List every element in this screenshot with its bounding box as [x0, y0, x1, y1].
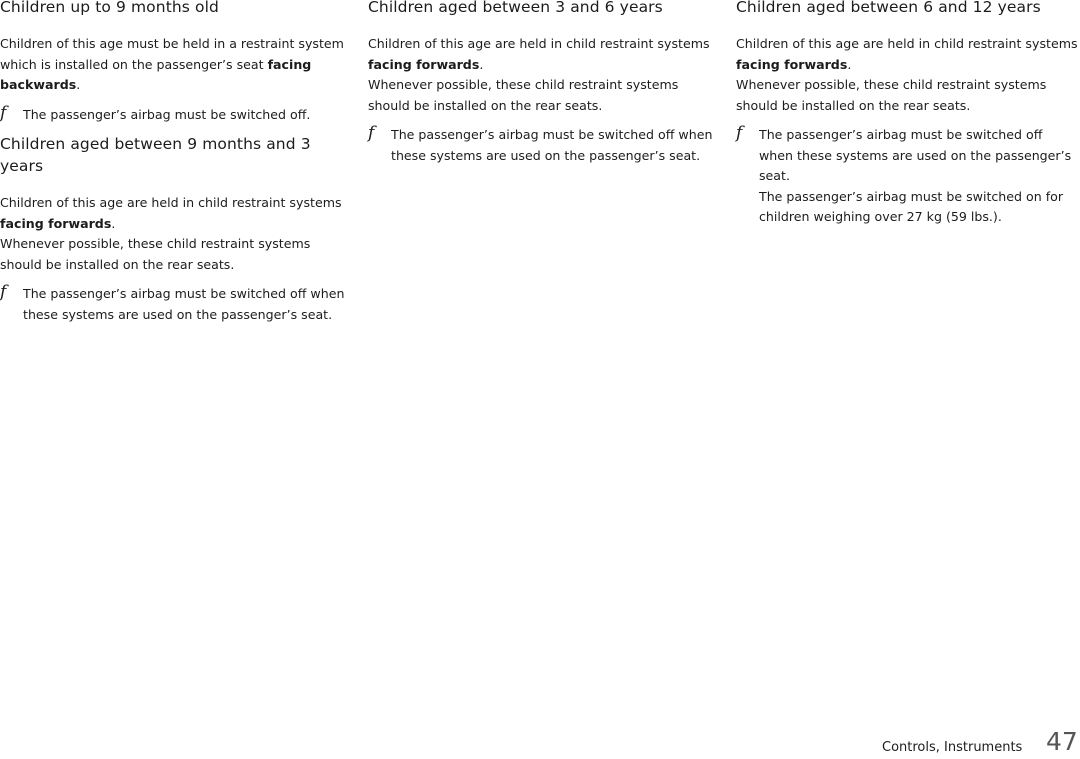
section-heading: Children aged between 9 months and 3 years	[0, 135, 311, 175]
note-text: The passenger’s airbag must be switched off.	[23, 106, 311, 122]
column-2	[368, 0, 713, 166]
body-text-end: .	[76, 77, 81, 92]
body-text: Children of this age are held in child restraint systems	[0, 195, 342, 210]
body-text-extra: Whenever possible, these child restraint systems should be installed on the rear seats.	[736, 77, 1047, 113]
body-text-end: .	[847, 56, 852, 72]
airbag-note	[0, 102, 345, 126]
section-body	[368, 34, 713, 116]
airbag-note	[736, 125, 1080, 228]
section-body	[0, 193, 345, 275]
body-emphasis: facing forwards	[368, 56, 480, 72]
note-text: The passenger’s airbag must be switched off when these systems are used on the passenger’s seat.	[391, 127, 713, 163]
note-text: The passenger’s airbag must be switched off when these systems are used on the passenger’s seat.	[759, 127, 1072, 183]
body-text-end: .	[479, 56, 484, 72]
note-text: The passenger’s airbag must be switched off when these systems are used on the passenger’s seat.	[23, 286, 345, 322]
body-text-end: .	[111, 215, 116, 231]
page-number: 47	[1046, 727, 1078, 756]
body-emphasis: facing forwards	[736, 56, 848, 72]
section-heading: Children up to 9 months old	[0, 0, 219, 16]
body-text: Children of this age must be held in a restraint system which is installed on the passenger’s seat	[0, 36, 344, 72]
body-text: Children of this age are held in child restraint systems	[368, 36, 710, 51]
body-text-extra: Whenever possible, these child restraint systems should be installed on the rear seats.	[368, 77, 679, 113]
airbag-note	[0, 284, 345, 325]
airbag-note	[368, 125, 713, 166]
section-heading: Children aged between 6 and 12 years	[736, 0, 1041, 16]
section-body	[736, 34, 1080, 116]
body-emphasis: facing backwards	[0, 56, 312, 92]
note-bullet-icon: f	[736, 123, 743, 143]
note-text-extra: The passenger’s airbag must be switched on for children weighing over 27 kg (59 lbs.).	[759, 188, 1064, 224]
column-1	[0, 0, 345, 325]
body-text-extra: Whenever possible, these child restraint systems should be installed on the rear seats.	[0, 236, 311, 272]
body-text: Children of this age are held in child restraint systems	[736, 36, 1078, 51]
section-heading: Children aged between 3 and 6 years	[368, 0, 663, 16]
footer-section-label: Controls, Instruments	[882, 740, 1023, 755]
note-bullet-icon: f	[0, 282, 7, 302]
body-emphasis: facing forwards	[0, 215, 112, 231]
section-body	[0, 34, 345, 96]
note-bullet-icon: f	[368, 123, 375, 143]
note-bullet-icon: f	[0, 102, 7, 123]
column-3	[736, 0, 1080, 228]
